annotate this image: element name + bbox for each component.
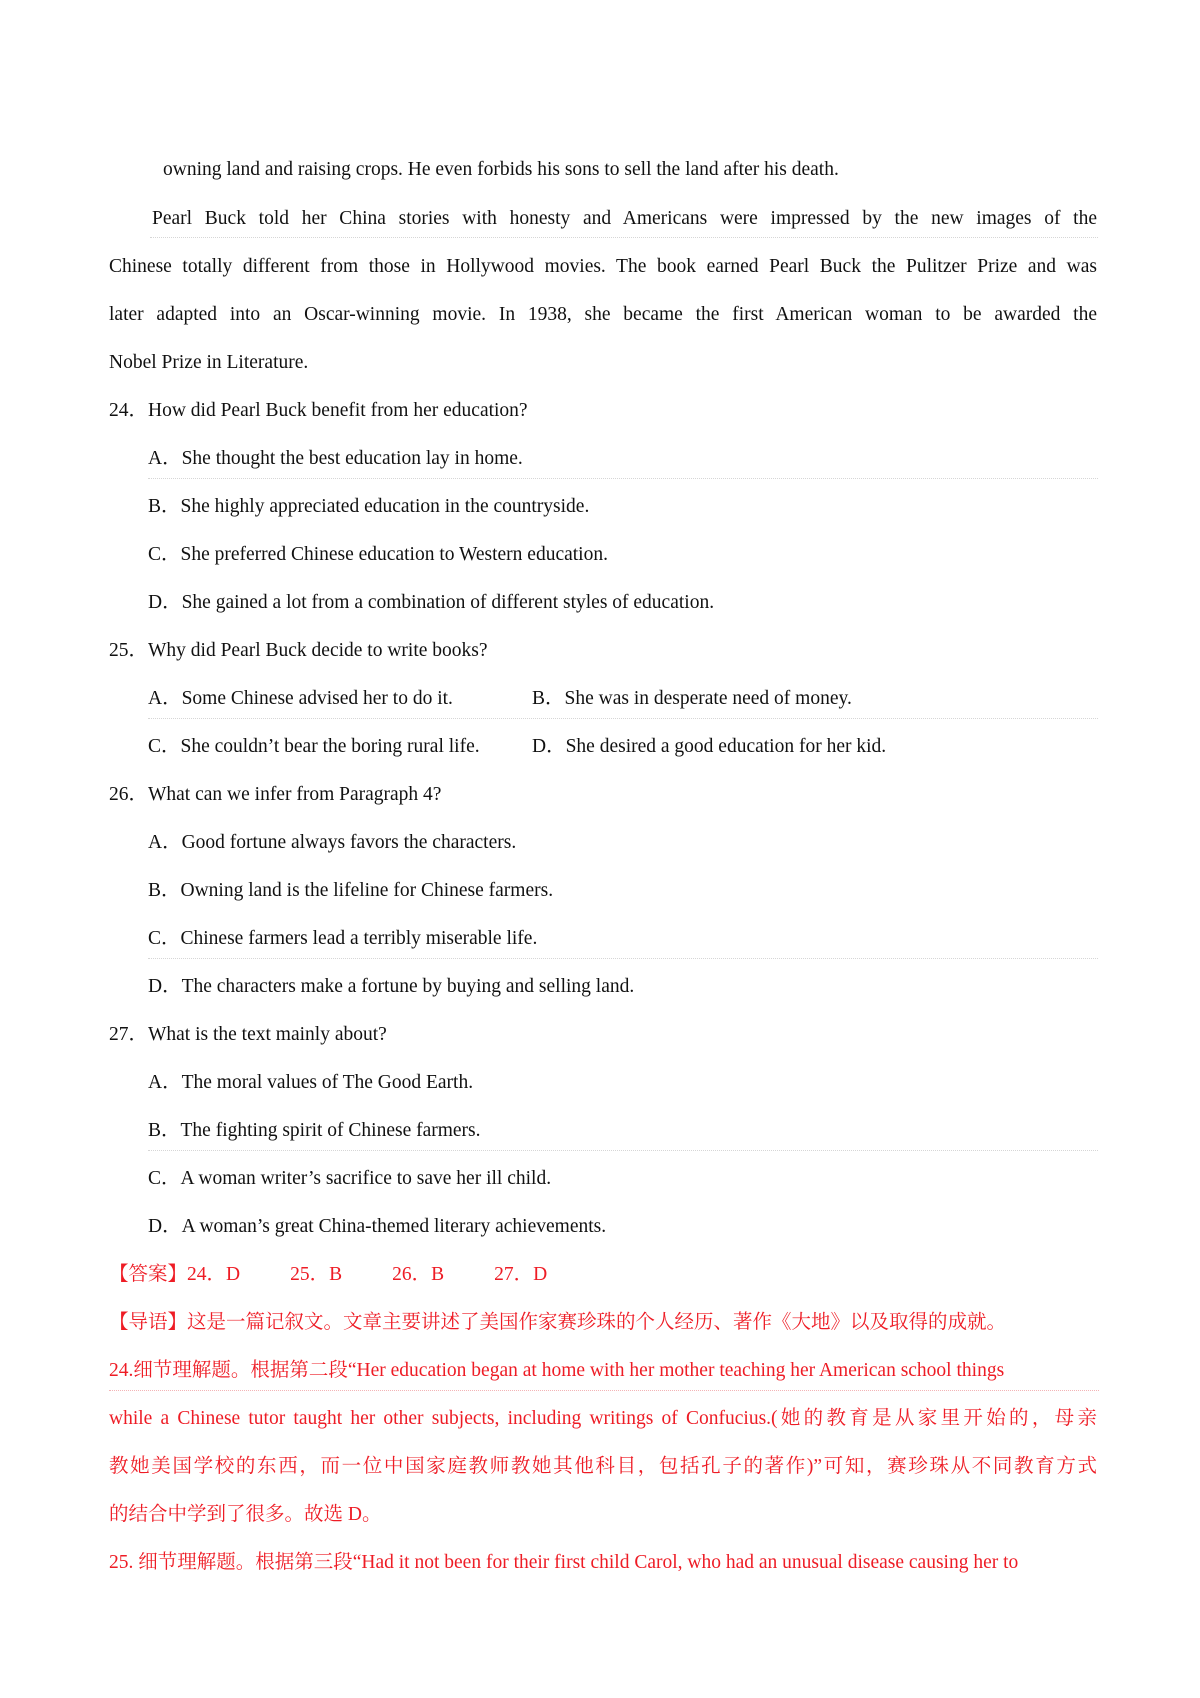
passage-paragraph-line: Chinese totally different from those in Hollywood movies. The book earned Pearl Buck the Pulitzer Prize and was <box>109 256 1097 277</box>
question-option: B．The fighting spirit of Chinese farmers. <box>148 1120 481 1141</box>
answer-item: 24．D <box>187 1264 241 1285</box>
question-stem: 25．Why did Pearl Buck decide to write books? <box>109 640 488 661</box>
question-stem: 27．What is the text mainly about? <box>109 1024 387 1045</box>
question-option: C．She preferred Chinese education to Western education. <box>148 544 608 565</box>
guide-line <box>109 1311 1006 1335</box>
dotted-rule <box>148 1150 1098 1151</box>
question-option: B．She was in desperate need of money. <box>532 688 852 709</box>
passage-line: owning land and raising crops. He even forbids his sons to sell the land after his death. <box>163 159 839 180</box>
question-option: B．Owning land is the lifeline for Chinese farmers. <box>148 880 554 901</box>
question-option: C．She couldn’t bear the boring rural life. <box>148 736 480 757</box>
explanation-line: 24.细节理解题。根据第二段“Her education began at home with her mother teaching her American school things <box>109 1360 1005 1381</box>
question-option: A．She thought the best education lay in home. <box>148 448 523 469</box>
passage-paragraph-line: Nobel Prize in Literature. <box>109 352 309 373</box>
question-option: A．Good fortune always favors the characters. <box>148 832 517 853</box>
passage-paragraph-line: later adapted into an Oscar-winning movie. In 1938, she became the first American woman to be awarded the <box>109 304 1097 325</box>
question-option: D．A woman’s great China-themed literary achievements. <box>148 1216 607 1237</box>
question-option: B．She highly appreciated education in the countryside. <box>148 496 590 517</box>
guide-label: 【导语】 <box>109 1312 188 1333</box>
answer-item: 27．D <box>494 1264 548 1285</box>
explanation-line: 的结合中学到了很多。故选 D。 <box>109 1504 382 1525</box>
explanation-line: while a Chinese tutor taught her other subjects, including writings of Confucius.(她的教育是从家里开始的，母亲 <box>109 1408 1097 1429</box>
dotted-rule <box>109 1390 1099 1391</box>
dotted-rule <box>148 718 1098 719</box>
guide-text: 这是一篇记叙文。文章主要讲述了美国作家赛珍珠的个人经历、著作《大地》以及取得的成就。 <box>187 1312 1007 1333</box>
question-option: C．A woman writer’s sacrifice to save her ill child. <box>148 1168 552 1189</box>
question-option: C．Chinese farmers lead a terribly miserable life. <box>148 928 538 949</box>
passage-paragraph-line: Pearl Buck told her China stories with honesty and Americans were impressed by the new images of the <box>152 208 1097 229</box>
dotted-rule <box>150 237 1098 238</box>
answer-line <box>109 1263 547 1287</box>
explanation-line: 25. 细节理解题。根据第三段“Had it not been for their first child Carol, who had an unusual disease causing her to <box>109 1552 1019 1573</box>
explanation-line: 教她美国学校的东西，而一位中国家庭教师教她其他科目，包括孔子的著作)”可知，赛珍珠从不同教育方式 <box>109 1456 1097 1477</box>
question-stem: 26．What can we infer from Paragraph 4? <box>109 784 442 805</box>
dotted-rule <box>148 958 1098 959</box>
answer-item: 25．B <box>290 1264 343 1285</box>
question-option: D．She desired a good education for her kid. <box>532 736 887 757</box>
question-option: D．She gained a lot from a combination of different styles of education. <box>148 592 715 613</box>
answer-item: 26．B <box>392 1264 445 1285</box>
answer-label: 【答案】 <box>109 1264 188 1285</box>
question-stem: 24．How did Pearl Buck benefit from her education? <box>109 400 528 421</box>
dotted-rule <box>148 478 1098 479</box>
question-option: D．The characters make a fortune by buying and selling land. <box>148 976 635 997</box>
question-option: A．The moral values of The Good Earth. <box>148 1072 474 1093</box>
question-option: A．Some Chinese advised her to do it. <box>148 688 453 709</box>
